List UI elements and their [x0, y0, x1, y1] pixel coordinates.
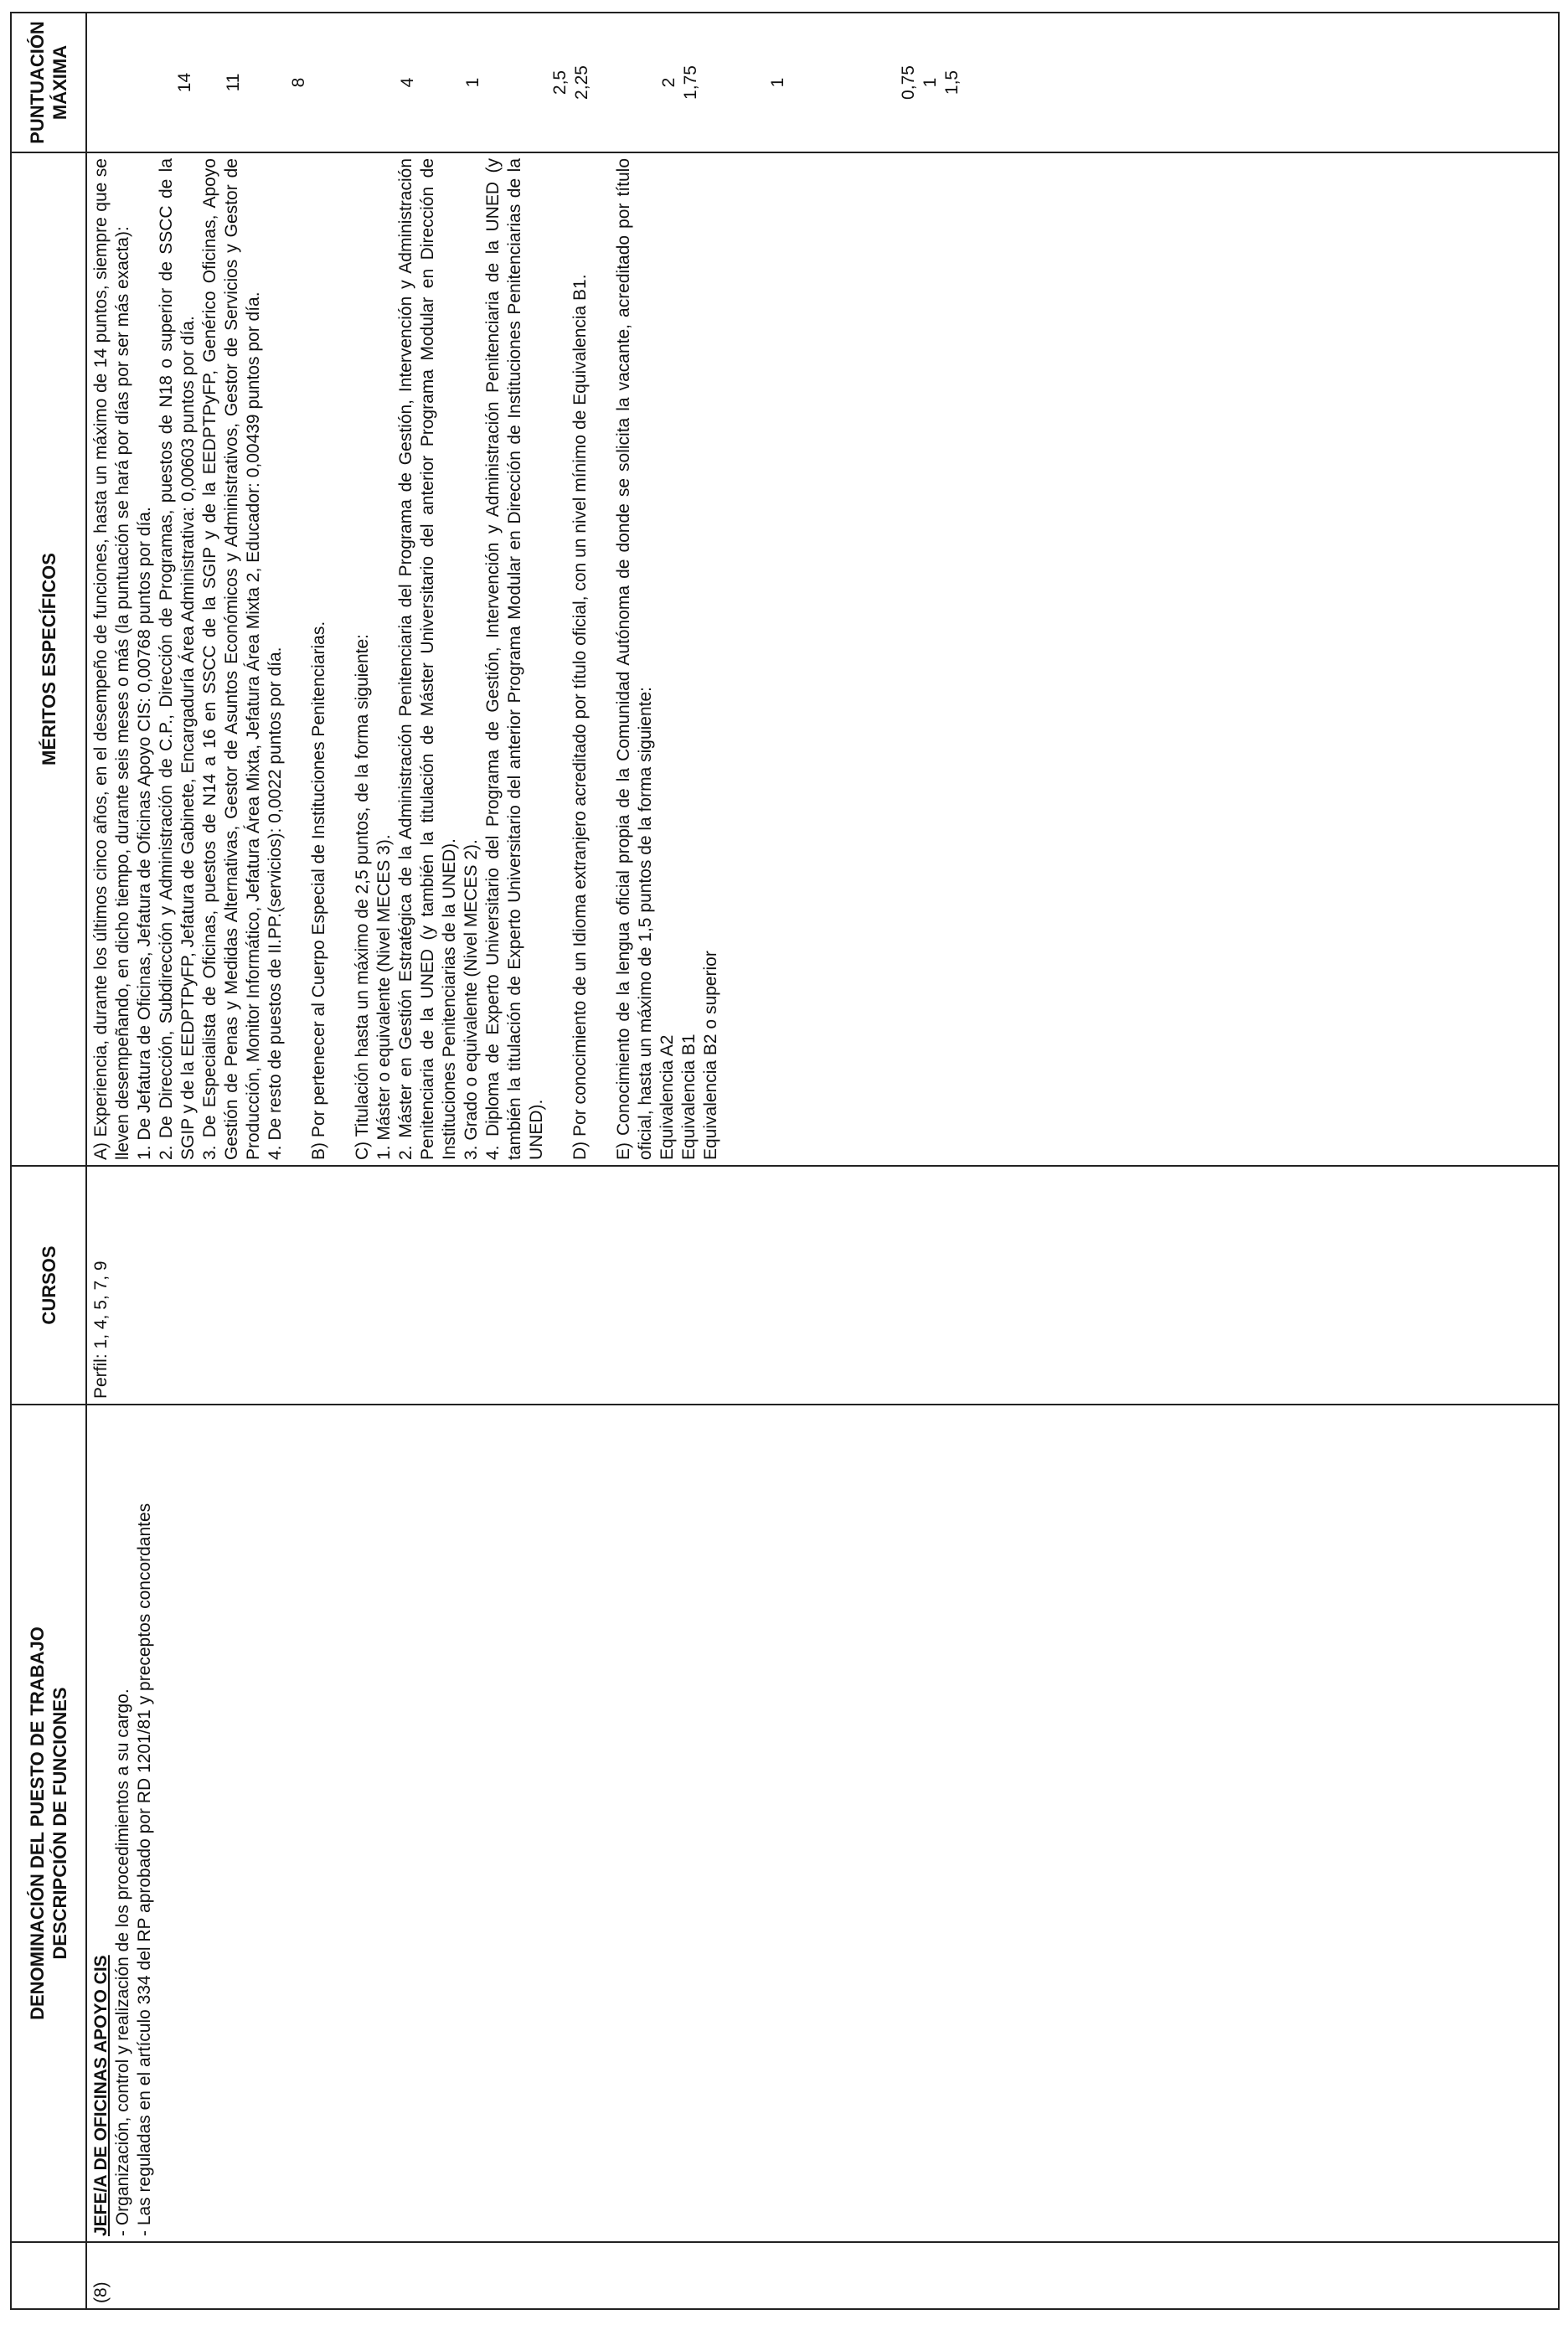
merit-e-intro: E) Conocimiento de la lengua oficial propia de la Comunidad Autónoma de donde se solicita la vacante, acreditado por título oficial, hasta un máximo de 1,5 puntos de la forma siguiente:	[614, 158, 655, 1160]
score-e2: 1	[921, 77, 940, 88]
header-row	[11, 13, 86, 2309]
function-item: - Las reguladas en el artículo 334 del RP aprobado por RD 1201/81 y preceptos concordantes	[135, 1503, 154, 2236]
merits-table	[10, 12, 1560, 2310]
score-c4: 1,75	[681, 65, 700, 100]
score-b: 1	[463, 77, 482, 88]
merit-c1: 1. Máster o equivalente (Nivel MECES 3).	[374, 834, 394, 1160]
merit-a2: 2. De Dirección, Subdirección y Administración de C.P., Dirección de Programas, puestos de N18 o superior de SSCC de la SGIP y de la EEDPTPyFP, Jefatura de Gabinete, Encargaduría Área Administrativa: 0,00603 puntos por día.	[157, 158, 198, 1160]
header-number	[11, 2242, 86, 2309]
merit-d: D) Por conocimiento de un Idioma extranjero acreditado por título oficial, con un nivel mínimo de Equivalencia B1.	[570, 274, 590, 1160]
merit-e2: Equivalencia B1	[679, 1034, 699, 1160]
score-c3: 2	[659, 77, 678, 88]
score-c1: 2,5	[550, 70, 570, 95]
merit-c2: 2. Máster en Gestión Estratégica de la Administración Penitenciaria del Programa de Gestión, Intervención y Administración Penitenciaria de la UNED (y también la titulación de Máster Universitario del anterior Programa Modular en Dirección de Instituciones Penitenciarias de la UNED).	[396, 158, 459, 1160]
job-title: JEFE/A DE OFICINAS APOYO CIS	[91, 1955, 111, 2236]
meritos-cell	[86, 152, 1559, 1166]
score-a: 14	[175, 72, 194, 93]
row-number: (8)	[86, 2242, 1559, 2309]
merit-a4: 4. De resto de puestos de II.PP.(servicios): 0,0022 puntos por día.	[266, 647, 285, 1160]
header-denominacion-line2: DESCRIPCIÓN DE FUNCIONES	[49, 1687, 70, 1960]
merit-c-intro: C) Titulación hasta un máximo de 2,5 puntos, de la forma siguiente:	[353, 633, 372, 1160]
table-row	[86, 13, 1559, 2309]
header-denominacion	[11, 1405, 86, 2242]
header-meritos: MÉRITOS ESPECÍFICOS	[11, 152, 86, 1166]
header-puntuacion-line2: MÁXIMA	[49, 44, 70, 121]
score-e1: 0,75	[899, 65, 918, 100]
merit-c3: 3. Grado o equivalente (Nivel MECES 2).	[462, 839, 481, 1160]
score-a4: 4	[398, 77, 417, 88]
merit-c4: 4. Diploma de Experto Universitario del Programa de Gestión, Intervención y Administración Penitenciaria de la UNED (y también la titulación de Experto Universitario del anterior Programa Modular en Dirección de Instituciones Penitenciarias de la UNED).	[483, 158, 546, 1160]
header-denominacion-line1: DENOMINACIÓN DEL PUESTO DE TRABAJO	[27, 1626, 48, 2020]
header-puntuacion	[11, 13, 86, 152]
score-a2: 11	[224, 73, 243, 92]
job-description-cell	[86, 1405, 1559, 2242]
merit-a3: 3. De Especialista de Oficinas, puestos de N14 a 16 en SSCC de la SGIP y de la EEDPTPyFP, Genérico Oficinas, Apoyo Gestión de Penas y Medidas Alternativas, Gestor de Asuntos Económicos y Administrativos, Gestor de Servicios y Gestor de Producción, Monitor Informático, Jefatura Área Mixta, Jefatura Área Mixta 2, Educador: 0,00439 puntos por día.	[200, 158, 263, 1160]
function-item: - Organización, control y realización de los procedimientos a su cargo.	[113, 1688, 132, 2236]
merit-a1: 1. De Jefatura de Oficinas, Jefatura de Oficinas Apoyo CIS: 0,00768 puntos por día.	[135, 507, 154, 1160]
score-d: 1	[768, 77, 787, 88]
cursos-cell: Perfil: 1, 4, 5, 7, 9	[86, 1166, 1559, 1405]
header-cursos: CURSOS	[11, 1166, 86, 1405]
score-e3: 1,5	[942, 70, 962, 95]
header-puntuacion-line1: PUNTUACIÓN	[27, 21, 48, 144]
merit-e3: Equivalencia B2 o superior	[701, 951, 720, 1160]
merit-e1: Equivalencia A2	[658, 1034, 677, 1160]
puntuacion-cell	[86, 13, 1559, 152]
score-c2: 2,25	[572, 65, 591, 100]
merit-b: B) Por pertenecer al Cuerpo Especial de Instituciones Penitenciarias.	[309, 621, 328, 1160]
merit-a-intro: A) Experiencia, durante los últimos cinco años, en el desempeño de funciones, hasta un máximo de 14 puntos, siempre que se lleven desempeñando, en dicho tiempo, durante seis meses o más (la puntuación se hará por días por ser más exacta):	[91, 158, 132, 1160]
score-a3: 8	[289, 77, 308, 88]
